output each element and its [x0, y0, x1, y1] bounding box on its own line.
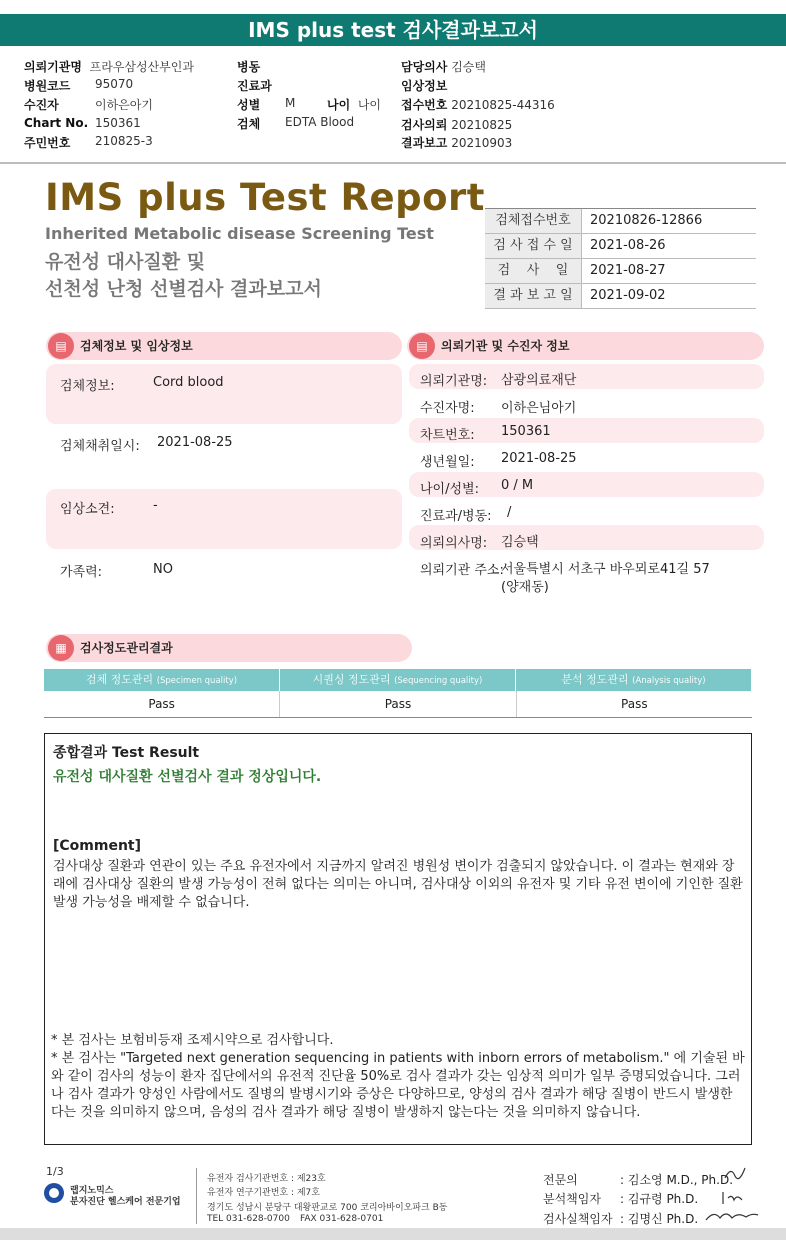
collect-value: 2021-08-25: [157, 435, 233, 450]
address-label: 의뢰기관 주소:: [420, 563, 504, 578]
result-box: [44, 733, 752, 1145]
header-row-report: 결과보고 20210903: [401, 136, 513, 150]
header-row-request: 검사의뢰 20210825: [401, 118, 513, 132]
signer-name: : 김규령 Ph.D.: [620, 1192, 699, 1206]
result-summary: 유전성 대사질환 선별검사 결과 정상입니다.: [53, 769, 322, 785]
result-title: 종합결과 Test Result: [53, 745, 200, 761]
header-divider: [0, 162, 786, 164]
quality-table-row: [44, 691, 752, 718]
patient-value: 김승택: [501, 535, 539, 550]
quality-table: [44, 669, 752, 718]
signature-3: [703, 1206, 763, 1226]
patient-value: /: [507, 505, 512, 520]
receipt-value: 2021-08-26: [590, 238, 666, 253]
quality-value: Pass: [280, 691, 516, 717]
receipt-value: 2021-09-02: [590, 288, 666, 303]
patient-value: 0 / M: [501, 478, 534, 493]
brand-name: 랩지노믹스: [70, 1186, 114, 1196]
receipt-row: [485, 209, 756, 234]
specimen-info-box: [46, 364, 402, 424]
quality-col-analysis: 분석 정도관리 (Analysis quality): [516, 669, 752, 691]
patient-label: 나이/성별:: [420, 482, 479, 497]
header-row-age: 나이 나이: [327, 98, 382, 112]
signer-role: 분석책임자: [543, 1192, 601, 1206]
tel: TEL 031-628-0700: [207, 1214, 290, 1224]
report-title: IMS plus Test Report: [45, 176, 485, 219]
header-row-hospital-code: 병원코드 95070: [24, 77, 134, 93]
header-row-chart: Chart No. 150361: [24, 116, 141, 130]
comment-heading: [Comment]: [53, 838, 142, 854]
patient-label: 의뢰기관명:: [420, 374, 488, 389]
header-row-dept: 진료과: [237, 79, 272, 93]
lock-icon: ▤: [48, 333, 74, 359]
patient-label: 수진자명:: [420, 401, 475, 416]
patient-value: 삼광의료재단: [501, 373, 577, 388]
header-row-hospital: 의뢰기관명 프라우삼성산부인과: [24, 60, 194, 74]
address: 경기도 성남시 분당구 대왕판교로 700 코리아바이오파크 B동: [207, 1203, 448, 1213]
patient-label: 진료과/병동:: [420, 509, 492, 524]
lock-icon: ▤: [409, 333, 435, 359]
report-title-kr-line1: 유전성 대사질환 및: [45, 251, 206, 273]
specimen-label: 검체정보:: [60, 379, 115, 394]
footer-divider: [196, 1168, 197, 1224]
clinical-label: 임상소견:: [60, 502, 115, 517]
lab-number: 유전자 검사기관번호 : 제23호: [207, 1174, 326, 1184]
specimen-value: Cord blood: [153, 375, 224, 390]
family-label: 가족력:: [60, 565, 103, 580]
header-row-sex: 성별 M: [237, 96, 296, 112]
patient-value: 이하은님아기: [501, 401, 577, 416]
company-logo: [44, 1183, 64, 1203]
clipboard-icon: ▦: [48, 635, 74, 661]
fax: FAX 031-628-0701: [300, 1214, 384, 1224]
signer-role: 검사실책임자: [543, 1212, 613, 1226]
header-row-ward: 병동: [237, 60, 261, 74]
specimen-section-title: 검체정보 및 임상정보: [80, 339, 193, 353]
receipt-value: 20210826-12866: [590, 213, 703, 228]
patient-value: 150361: [501, 424, 551, 439]
report-title-kr-line2: 선천성 난청 선별검사 결과보고서: [45, 278, 322, 300]
signer-name: : 김소영 M.D., Ph.D.: [620, 1173, 734, 1187]
patient-label: 차트번호:: [420, 428, 475, 443]
receipt-label: 검체접수번호: [485, 209, 582, 233]
note-performance: * 본 검사는 "Targeted next generation sequencing in patients with inborn errors of metabolism." 에 기술된 바와 같이 검사의 성능이 환자 집단에서의 유전적 진단율 50%로 검사 결과가 갖는 임상적 의미가 일부 증명되었습니다. 그러나 검사 결과가 양성인 사람에서도 질병의 발병시기와 증상은 다양하므로, 양성의 검사 결과가 해당 질병이 반드시 발생한다는 것을 의미하지 않으며, 음성의 검사 결과가 해당 질병이 발생하지 않는다는 것을 의미하지 않습니다.: [51, 1051, 745, 1120]
receipt-row: [485, 234, 756, 259]
quality-col-specimen: 검체 정도관리 (Specimen quality): [44, 669, 280, 691]
receipt-label: 검 사 일: [485, 259, 582, 283]
collect-label: 검체채취일시:: [60, 439, 140, 454]
patient-label: 의뢰의사명:: [420, 536, 488, 551]
address-value-line2: (양재동): [501, 580, 549, 595]
brand-tagline: 분자진단 헬스케어 전문기업: [70, 1197, 181, 1207]
page-number: 1/3: [46, 1165, 64, 1178]
receipt-value: 2021-08-27: [590, 263, 666, 278]
bottom-bar: [0, 1228, 786, 1240]
address-value-line1: 서울특별시 서초구 바우뫼로41길 57: [501, 562, 710, 577]
header-row-clinical: 임상정보: [401, 79, 448, 93]
quality-value: Pass: [621, 697, 648, 711]
comment-text: 검사대상 질환과 연관이 있는 주요 유전자에서 지금까지 알려진 병원성 변이가 검출되지 않았습니다. 이 결과는 현재와 장래에 검사대상 질환의 발생 가능성이 전혀 없다는 의미는 아니며, 검사대상 이외의 유전자 및 기타 유전 변이에 기인한 질환 발생 가능성을 배제할 수 없습니다.: [53, 859, 743, 910]
patient-label: 생년월일:: [420, 455, 475, 470]
research-number: 유전자 연구기관번호 : 제7호: [207, 1188, 320, 1198]
clinical-value: -: [153, 498, 158, 513]
report-top-title: IMS plus test 검사결과보고서: [0, 14, 786, 46]
header-row-receipt-no: 접수번호 20210825-44316: [401, 98, 555, 112]
family-value: NO: [153, 562, 173, 577]
header-row-specimen: 검체 EDTA Blood: [237, 115, 355, 131]
quality-col-sequencing: 시퀀싱 정도관리 (Sequencing quality): [280, 669, 516, 691]
note-insurance: * 본 검사는 보험비등재 조제시약으로 검사합니다.: [51, 1033, 334, 1048]
quality-value: Pass: [44, 691, 280, 717]
header-row-id: 주민번호 210825-3: [24, 134, 153, 150]
patient-value: 2021-08-25: [501, 451, 577, 466]
patient-section-title: 의뢰기관 및 수진자 정보: [441, 339, 570, 353]
receipt-label: 검 사 접 수 일: [485, 234, 582, 258]
header-row-doctor: 담당의사 김승택: [401, 60, 486, 74]
quality-table-header: [44, 669, 752, 691]
signer-name: : 김명신 Ph.D.: [620, 1212, 699, 1226]
signer-role: 전문의: [543, 1173, 578, 1187]
receipt-label: 결 과 보 고 일: [485, 284, 582, 308]
receipt-row: [485, 259, 756, 284]
report-subtitle: Inherited Metabolic disease Screening Test: [45, 224, 434, 243]
quality-section-title: 검사정도관리결과: [80, 641, 173, 655]
signature-1: [722, 1164, 752, 1186]
header-row-patient: 수진자 이하은아기: [24, 98, 153, 112]
receipt-table: [485, 208, 756, 309]
receipt-row: [485, 284, 756, 309]
